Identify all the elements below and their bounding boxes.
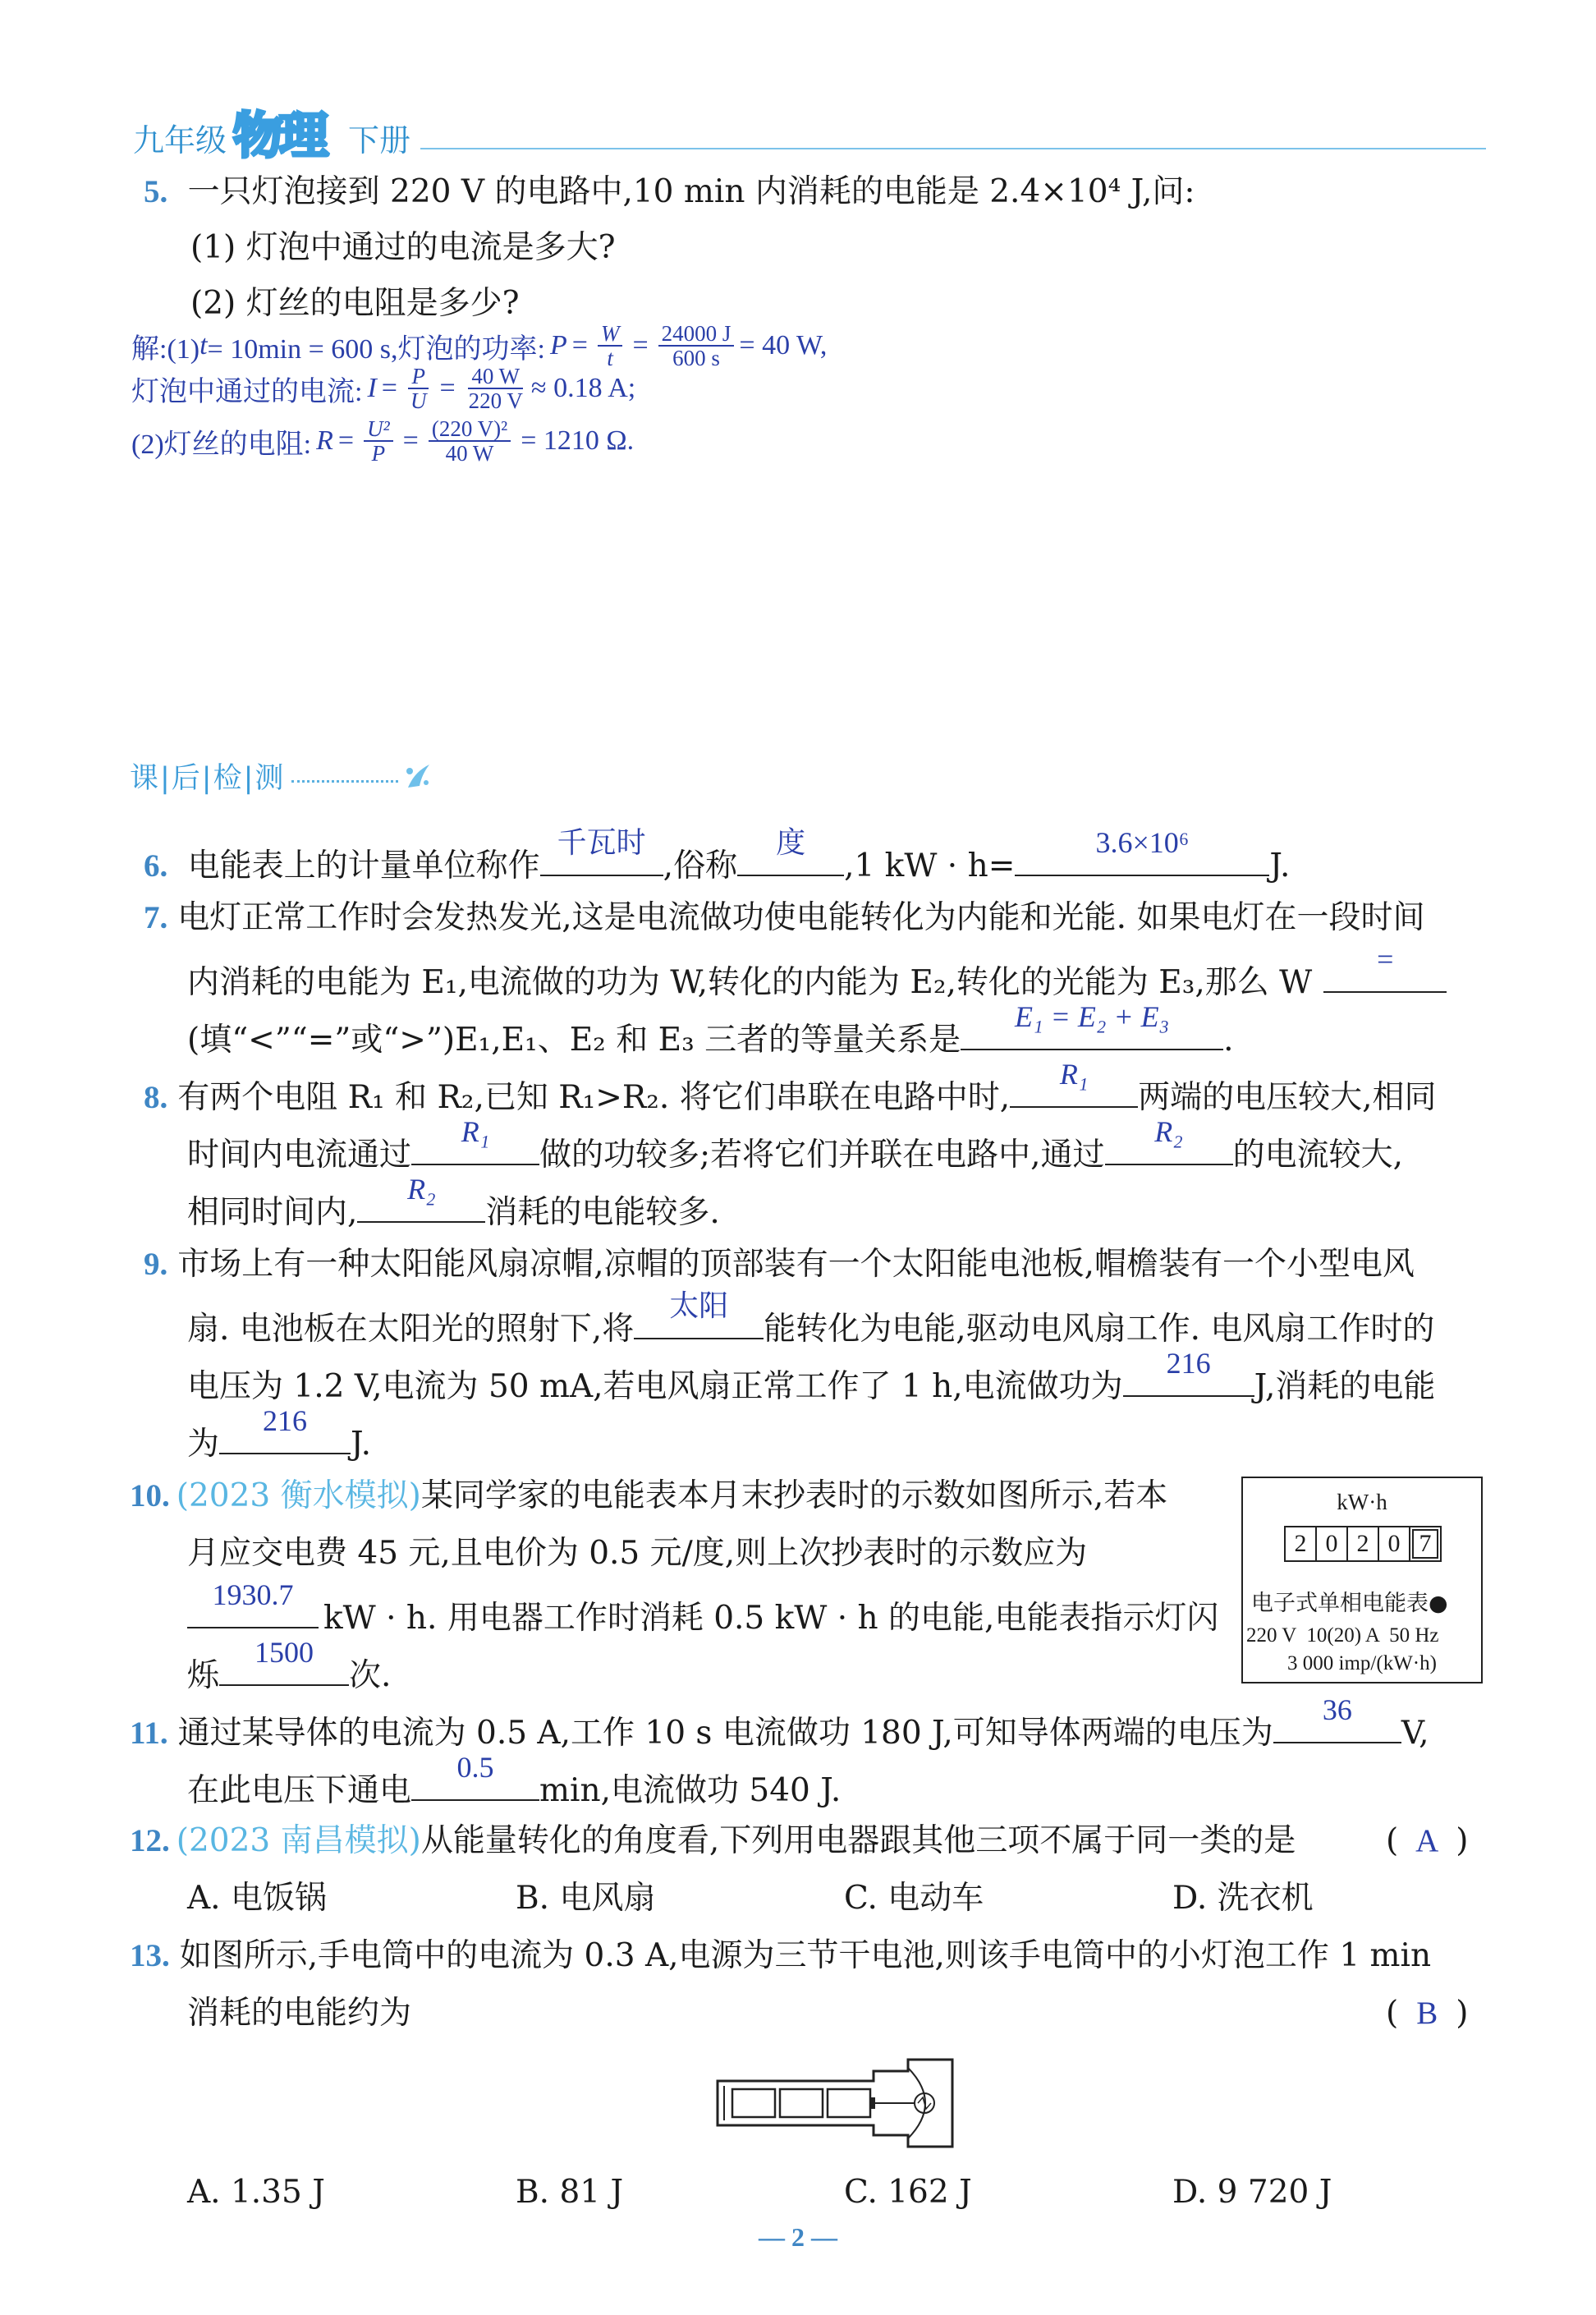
section-title bbox=[130, 756, 434, 797]
question-number: 8. bbox=[144, 1080, 168, 1115]
question-13: 13. 如图所示,手电筒中的电流为 0.3 A,电源为三节干电池,则该手电筒中的小灯泡工作 1 min bbox=[130, 1937, 1432, 1974]
header-volume: 下册 bbox=[348, 122, 411, 158]
header-subject: 物理 bbox=[233, 108, 325, 165]
question-7-line-3: (填“<”“=”或“>”)E₁,E₁、E₂ 和 E₃ 三者的等量关系是 E₁ = E₂ + E₃ . bbox=[187, 1000, 1234, 1059]
question-6: 6. 电能表上的计量单位称作 千瓦时 ,俗称 度 ,1 kW · h= 3.6×10⁶ J. bbox=[144, 826, 1291, 884]
answer-blank: E₁ = E₂ + E₃ bbox=[961, 1017, 1223, 1050]
meter-digit: 0 bbox=[1378, 1526, 1410, 1562]
splash-icon bbox=[401, 760, 434, 792]
header-rule bbox=[420, 148, 1486, 149]
question-8: 8. 有两个电阻 R₁ 和 R₂,已知 R₁>R₂. 将它们串联在电路中时, R₁ 两端的电压较大,相同 bbox=[144, 1058, 1437, 1116]
q13-option-b: B. 81 J bbox=[516, 2174, 624, 2211]
q12-option-a: A. 电饭锅 bbox=[187, 1880, 327, 1917]
question-10-line-3: 1930.7 kW · h. 用电器工作时消耗 0.5 kW · h 的电能,电能表指示灯闪 bbox=[187, 1595, 1218, 1634]
answer-blank: 36 bbox=[1273, 1710, 1401, 1743]
question-7: 7. 电灯正常工作时会发热发光,这是电流做功使电能转化为内能和光能. 如果电灯在一段时间 bbox=[144, 899, 1425, 936]
q13-answer: ( B ) bbox=[1386, 1995, 1469, 2032]
q5-sub2: (2) 灯丝的电阻是多少? bbox=[190, 285, 520, 322]
q13-option-c: C. 162 J bbox=[844, 2174, 972, 2211]
source-tag: (2023 衡水模拟) bbox=[176, 1477, 421, 1514]
question-text: 一只灯泡接到 220 V 的电路中,10 min 内消耗的电能是 2.4×10⁴ J,问: bbox=[187, 173, 1195, 210]
flashlight-figure bbox=[713, 2050, 959, 2157]
meter-digit-decimal: 7 bbox=[1409, 1526, 1442, 1562]
meter-spec-1: 220 V 10(20) A 50 Hz bbox=[1246, 1624, 1439, 1647]
question-13-line-2: 消耗的电能约为 bbox=[187, 1995, 412, 2032]
page-number: — 2 — bbox=[759, 2222, 837, 2252]
question-9: 9. 市场上有一种太阳能风扇凉帽,凉帽的顶部装有一个太阳能电池板,帽檐装有一个小型电风 bbox=[144, 1246, 1415, 1283]
answer-blank: 千瓦时 bbox=[540, 843, 663, 876]
answer-blank: 1930.7 bbox=[187, 1595, 319, 1628]
fraction: $\frac{W}{t}$ bbox=[598, 322, 623, 370]
answer-blank: 度 bbox=[737, 843, 844, 876]
fraction: $\frac{24000 J}{600 s}$ bbox=[658, 322, 735, 370]
answer-blank: R₂ bbox=[1105, 1132, 1233, 1165]
fraction: $\frac{\text{U²}}{P}$ bbox=[364, 417, 393, 466]
meter-digit: 0 bbox=[1315, 1526, 1348, 1562]
q13-option-d: D. 9 720 J bbox=[1172, 2174, 1332, 2211]
question-9-line-4: 为 216 J. bbox=[187, 1404, 372, 1463]
q12-answer: ( A ) bbox=[1386, 1822, 1469, 1859]
dotted-leader bbox=[291, 780, 398, 783]
solution-line-2: 灯泡中通过的电流: I = $\frac{P}{U}$ = $\frac{40 W}{220 V}$ ≈ 0.18 A; bbox=[131, 364, 636, 414]
question-number: 13. bbox=[130, 1938, 170, 1973]
fraction: $\frac{40 W}{220 V}$ bbox=[468, 364, 523, 414]
answer-blank: 太阳 bbox=[634, 1306, 764, 1339]
question-7-line-2: 内消耗的电能为 E₁,电流做的功为 W,转化的内能为 E₂,转化的光能为 E₃,那么 W = bbox=[187, 959, 1447, 999]
question-12: 12. (2023 南昌模拟)从能量转化的角度看,下列用电器跟其他三项不属于同一类的是 bbox=[130, 1822, 1296, 1859]
question-9-line-3: 电压为 1.2 V,电流为 50 mA,若电风扇正常工作了 1 h,电流做功为 216 J,消耗的电能 bbox=[187, 1347, 1436, 1405]
section-title-text: 课|后|检|测 bbox=[130, 762, 286, 795]
meter-unit: kW·h bbox=[1337, 1490, 1387, 1514]
answer-blank: 0.5 bbox=[411, 1767, 539, 1801]
question-11: 11. 通过某导体的电流为 0.5 A,工作 10 s 电流做功 180 J,可知导体两端的电压为 36 V, bbox=[130, 1693, 1429, 1752]
meter-digit: 2 bbox=[1346, 1526, 1379, 1562]
question-8-line-3: 相同时间内, R₂ 消耗的电能较多. bbox=[187, 1173, 720, 1231]
question-9-line-2: 扇. 电池板在太阳光的照射下,将 太阳 能转化为电能,驱动电风扇工作. 电风扇工作时的 bbox=[187, 1289, 1435, 1348]
meter-digits bbox=[1284, 1526, 1440, 1562]
header-grade: 九年级 bbox=[133, 122, 227, 158]
answer-blank: R₂ bbox=[357, 1189, 485, 1223]
question-5 bbox=[144, 173, 1195, 210]
answer-blank: 1500 bbox=[219, 1652, 349, 1686]
electric-meter-figure bbox=[1241, 1477, 1483, 1683]
question-number: 10. bbox=[130, 1478, 170, 1513]
page-header bbox=[133, 97, 1488, 165]
question-number: 7. bbox=[144, 900, 168, 935]
q12-option-d: D. 洗衣机 bbox=[1172, 1880, 1314, 1917]
fraction: $\frac{\text{(220 V)²}}{40 W}$ bbox=[429, 417, 511, 466]
answer-blank: = bbox=[1323, 959, 1447, 993]
answer-blank: 3.6×10⁶ bbox=[1015, 843, 1269, 876]
answer-blank: R₁ bbox=[1010, 1074, 1138, 1108]
answer-blank: R₁ bbox=[411, 1132, 539, 1165]
meter-digit: 2 bbox=[1284, 1526, 1317, 1562]
solution-line-1: 解:(1) t = 10min = 600 s,灯泡的功率: P = $\frac{W}{t}$ = $\frac{24000 J}{600 s}$ = 40 W, bbox=[131, 321, 828, 371]
question-10-line-4: 烁 1500 次. bbox=[187, 1636, 392, 1694]
question-number: 5. bbox=[144, 174, 168, 209]
answer-blank: 216 bbox=[1123, 1363, 1254, 1397]
fraction: $\frac{P}{U}$ bbox=[407, 365, 430, 413]
question-number: 9. bbox=[144, 1247, 168, 1282]
q5-sub1: (1) 灯泡中通过的电流是多大? bbox=[190, 229, 616, 266]
meter-name: 电子式单相电能表● bbox=[1251, 1591, 1448, 1616]
question-10: 10. (2023 衡水模拟)某同学家的电能表本月末抄表时的示数如图所示,若本 bbox=[130, 1477, 1168, 1514]
meter-spec-2: 3 000 imp/(kW·h) bbox=[1287, 1652, 1437, 1674]
answer-blank: 216 bbox=[219, 1421, 351, 1454]
q12-option-c: C. 电动车 bbox=[844, 1880, 984, 1917]
source-tag: (2023 南昌模拟) bbox=[176, 1822, 421, 1859]
question-number: 6. bbox=[144, 848, 168, 884]
question-number: 12. bbox=[130, 1823, 170, 1858]
solution-line-3: (2)灯丝的电阻: R = $\frac{\text{U²}}{P}$ = $\frac{\text{(220 V)²}}{40 W}$ = 1210 Ω. bbox=[131, 416, 635, 466]
q12-option-b: B. 电风扇 bbox=[516, 1880, 656, 1917]
question-11-line-2: 在此电压下通电 0.5 min,电流做功 540 J. bbox=[187, 1751, 842, 1809]
q13-option-a: A. 1.35 J bbox=[187, 2174, 325, 2211]
question-number: 11. bbox=[130, 1716, 168, 1751]
question-10-line-2: 月应交电费 45 元,且电价为 0.5 元/度,则上次抄表时的示数应为 bbox=[187, 1535, 1088, 1572]
question-8-line-2: 时间内电流通过 R₁ 做的功较多;若将它们并联在电路中,通过 R₂ 的电流较大, bbox=[187, 1115, 1403, 1174]
